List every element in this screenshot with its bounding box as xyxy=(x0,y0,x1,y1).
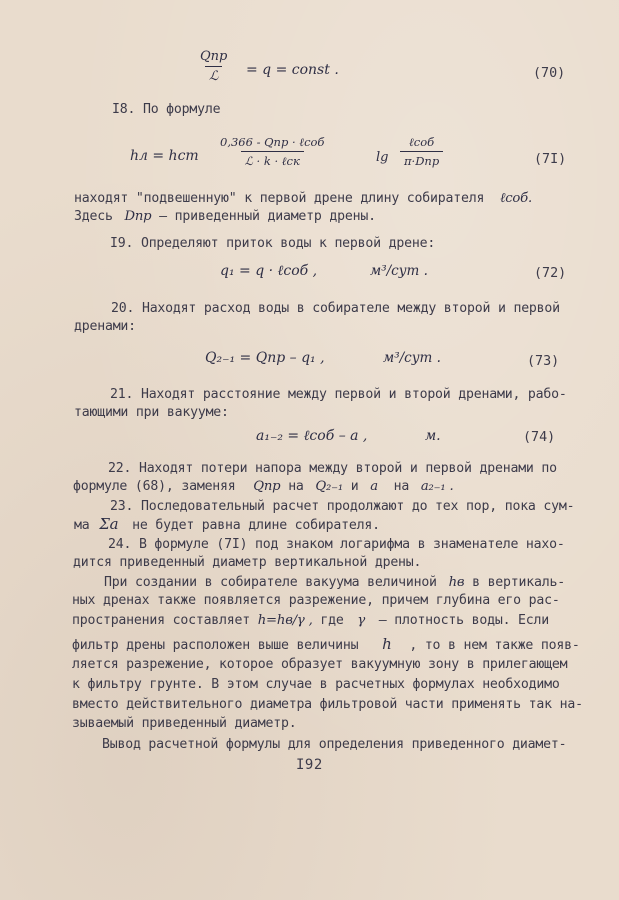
eq73-unit: м³/сут . xyxy=(383,350,441,366)
para-vac-line3-text-e: – плотность воды. Если xyxy=(378,613,550,628)
para-vac-line4 xyxy=(72,636,580,654)
para-vac-line6: к фильтру грунте. В этом случае в расчетных формулах необходимо xyxy=(72,677,560,692)
eq71-log-fraction xyxy=(400,135,443,168)
symbol-h-formula: h=hв/γ , xyxy=(257,613,313,628)
eq73-number: (73) xyxy=(527,354,560,369)
item22-line1: 22. Находят потери напора между второй и первой дренами по xyxy=(108,461,557,476)
para-vac-line3-text-a: пространения составляет xyxy=(72,613,251,628)
page-number: I92 xyxy=(296,757,323,773)
para-vac-line8: зываемый приведенный диаметр. xyxy=(72,716,297,731)
eq72-expr: q₁ = q · ℓсоб , xyxy=(220,263,318,279)
eq71-number: (7I) xyxy=(534,152,567,167)
eq71-log-denominator: π·Dпр xyxy=(400,151,443,168)
eq74-expr: a₁₋₂ = ℓсоб – a , xyxy=(256,428,368,444)
para-vac-line3 xyxy=(72,612,549,629)
para-vac-line2: ных дренах также появляется разрежение, причем глубина его рас- xyxy=(72,593,560,608)
symbol-a21: a₂₋₁ . xyxy=(420,479,454,494)
eq71-numerator: 0,366 - Qпр · ℓсоб xyxy=(220,135,325,149)
para18-line1 xyxy=(74,190,532,207)
item23-line2 xyxy=(74,516,380,534)
para-vac-line3-text-c: где xyxy=(320,613,344,628)
eq72-unit: м³/сут . xyxy=(370,263,428,279)
eq70-lhs-numerator: Qпр xyxy=(200,49,228,64)
eq71-log-numerator: ℓсоб xyxy=(409,135,435,149)
eq74-unit: м. xyxy=(425,428,441,444)
item22-line2-text-g: на xyxy=(393,479,410,494)
eq70-rhs: = q = const . xyxy=(246,62,339,78)
symbol-dpr: Dпр xyxy=(124,209,152,224)
eq74-number: (74) xyxy=(523,430,556,445)
para-vac-line1 xyxy=(104,574,565,591)
symbol-gamma: γ xyxy=(357,613,365,628)
symbol-l-sob: ℓсоб. xyxy=(499,191,533,206)
item20-line2: дренами: xyxy=(74,319,136,334)
eq71-fraction xyxy=(216,135,328,168)
item22-line2-text-c: на xyxy=(288,479,304,494)
item18-text: I8. По формуле xyxy=(112,102,221,117)
para-vac-line1-text-a: При создании в собирателе вакуума величиной xyxy=(104,575,437,590)
item24-line2: дится приведенный диаметр вертикальной дрены. xyxy=(73,555,422,570)
last-line: Вывод расчетной формулы для определения приведенного диамет- xyxy=(102,737,567,752)
symbol-a: a xyxy=(370,479,378,494)
item21-line2: тающими при вакууме: xyxy=(74,405,229,420)
para18-line2 xyxy=(74,208,376,225)
para-vac-line1-text-c: в вертикаль- xyxy=(472,575,565,590)
item22-line2-text-e: и xyxy=(350,479,359,494)
item23-line2-text-a: ма xyxy=(74,518,90,533)
symbol-qpr: Qпр xyxy=(253,479,281,494)
item21-line1: 21. Находят расстояние между первой и второй дренами, рабо- xyxy=(110,387,567,402)
item20-line1: 20. Находят расход воды в собирателе между второй и первой xyxy=(111,301,560,316)
item23-line2-text-c: не будет равна длине собирателя. xyxy=(132,518,380,533)
eq73-expr: Q₂₋₁ = Qпр – q₁ , xyxy=(205,350,325,366)
symbol-sum-a: Σa xyxy=(99,515,119,533)
symbol-h: h xyxy=(382,635,392,653)
eq71-lg: lg xyxy=(376,150,389,165)
eq70-lhs-fraction xyxy=(196,49,231,84)
eq71-lhs: hл = hст xyxy=(130,148,199,164)
para-vac-line4-text-a: фильтр дрены расположен выше величины xyxy=(72,638,359,653)
eq70-number: (70) xyxy=(533,66,566,81)
item22-line2 xyxy=(73,478,453,495)
item24-line1: 24. В формуле (7I) под знаком логарифма в знаменателе нахо- xyxy=(108,537,565,552)
para-vac-line5: ляется разрежение, которое образует вакуумную зону в прилегающем xyxy=(72,657,568,672)
item22-line2-text-a: формуле (68), заменяя xyxy=(73,479,236,494)
para-vac-line7: вместо действительного диаметра фильтровой части применять так на- xyxy=(72,697,583,712)
eq72-number: (72) xyxy=(534,266,567,281)
item23-line1: 23. Последовательный расчет продолжают до тех пор, пока сум- xyxy=(110,499,575,514)
para18-line1-text: находят "подвешенную" к первой дрене длину собирателя xyxy=(74,191,485,206)
symbol-hv: hв xyxy=(448,575,465,590)
para18-line2-text: – приведенный диаметр дрены. xyxy=(159,209,376,224)
para18-line2-word: Здесь xyxy=(74,209,113,224)
eq70-lhs-denominator: ℒ xyxy=(205,66,222,84)
para-vac-line4-text-c: , то в нем также появ- xyxy=(409,638,580,653)
symbol-q21: Q₂₋₁ xyxy=(315,479,343,494)
eq71-denominator: ℒ · k · ℓск xyxy=(241,151,304,168)
item19-text: I9. Определяют приток воды к первой дрене: xyxy=(110,236,436,251)
